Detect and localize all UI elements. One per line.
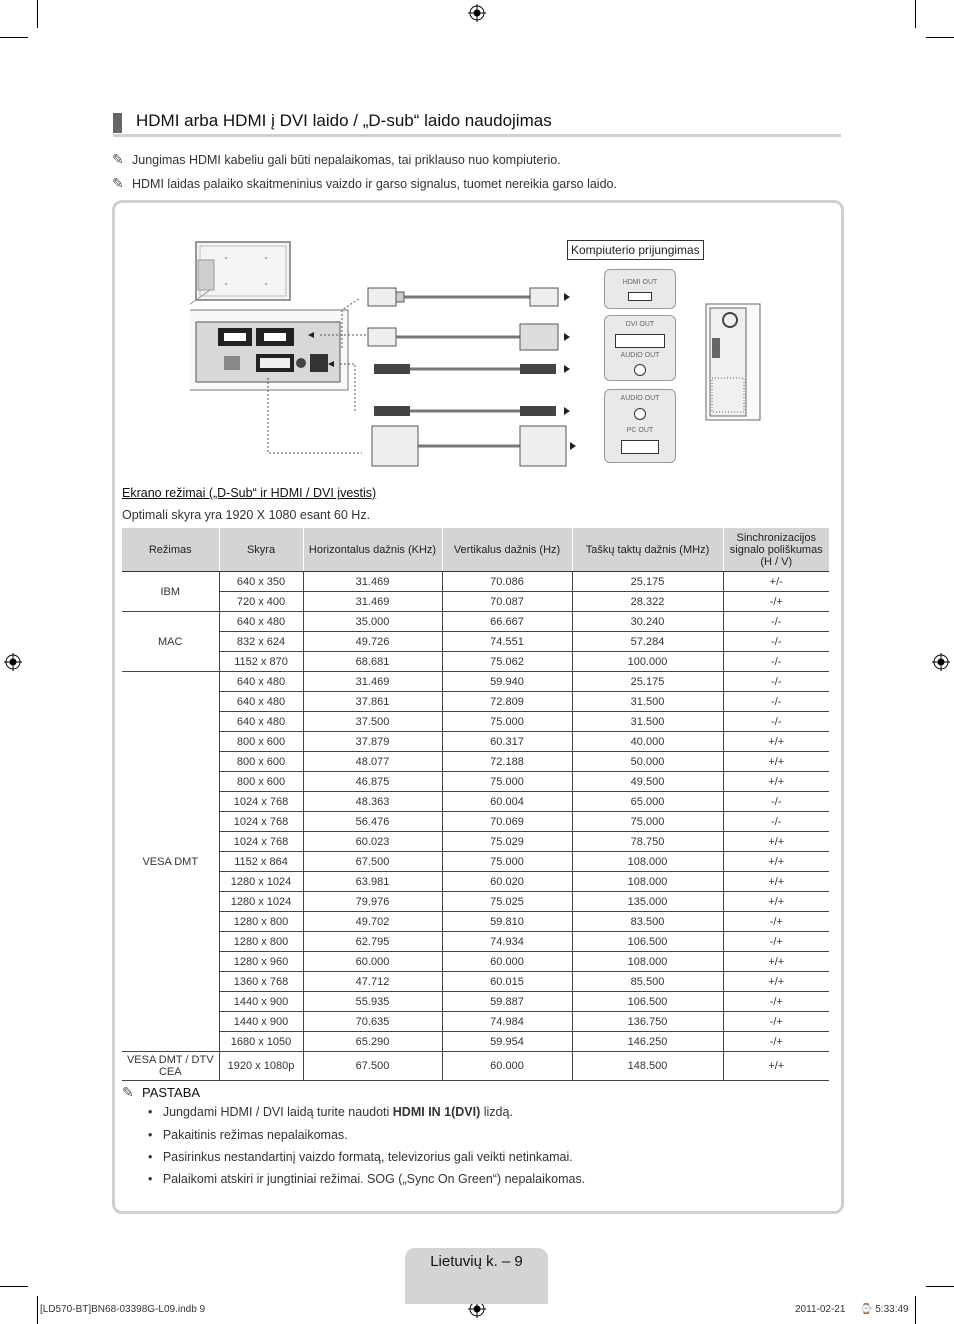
- pencil-icon: ✎: [112, 151, 124, 167]
- table-cell: 800 x 600: [219, 732, 303, 752]
- table-cell: 1280 x 1024: [219, 872, 303, 892]
- bullet-text: Pasirinkus nestandartinį vaizdo formatą, televizorius gali veikti netinkamai.: [162, 1150, 573, 1164]
- table-cell: -/+: [723, 592, 829, 612]
- header-cell: Skyra: [219, 528, 303, 572]
- table-cell: 74.934: [442, 932, 572, 952]
- table-cell: 65.290: [303, 1032, 442, 1052]
- table-row: [122, 1032, 829, 1052]
- section-title: HDMI arba HDMI į DVI laido / „D-sub“ laido naudojimas: [136, 111, 552, 130]
- table-cell: -/-: [723, 672, 829, 692]
- table-cell: 31.500: [572, 712, 723, 732]
- port-box-hdmi: [604, 269, 676, 309]
- table-cell: 640 x 480: [219, 692, 303, 712]
- table-cell: 148.500: [572, 1052, 723, 1081]
- pc-out-label: PC OUT: [626, 427, 654, 434]
- table-cell: 30.240: [572, 612, 723, 632]
- table-cell: -/+: [723, 992, 829, 1012]
- heading-marker: [113, 113, 122, 133]
- table-cell: 65.000: [572, 792, 723, 812]
- footer-time-text: 5:33:49: [875, 1304, 909, 1315]
- clock-icon: ⌚: [860, 1304, 873, 1315]
- registration-mark-icon: [468, 4, 486, 22]
- table-cell: -/-: [723, 712, 829, 732]
- footer-time: [860, 1304, 909, 1315]
- table-cell: 48.077: [303, 752, 442, 772]
- table-cell: 56.476: [303, 812, 442, 832]
- table-cell: 70.069: [442, 812, 572, 832]
- audio-out-label: AUDIO OUT: [620, 352, 660, 359]
- connection-diagram: [190, 238, 770, 468]
- table-cell: 1152 x 864: [219, 852, 303, 872]
- header-cell: Sinchronizacijos signalo poliškumas (H / V): [723, 528, 829, 572]
- table-cell: 100.000: [572, 652, 723, 672]
- table-row: [122, 992, 829, 1012]
- mode-cell: VESA DMT: [122, 672, 219, 1052]
- table-cell: 31.469: [303, 672, 442, 692]
- table-cell: 35.000: [303, 612, 442, 632]
- table-cell: +/+: [723, 872, 829, 892]
- table-cell: 1280 x 1024: [219, 892, 303, 912]
- mode-cell: VESA DMT / DTV CEA: [122, 1052, 219, 1081]
- crop-mark: [926, 37, 954, 38]
- table-cell: +/+: [723, 772, 829, 792]
- table-cell: 1024 x 768: [219, 792, 303, 812]
- table-cell: 1680 x 1050: [219, 1032, 303, 1052]
- table-cell: 49.702: [303, 912, 442, 932]
- audio-cable: [374, 406, 570, 416]
- table-cell: 1920 x 1080p: [219, 1052, 303, 1081]
- note-2: [112, 175, 617, 192]
- table-row: [122, 572, 829, 592]
- table-row: [122, 632, 829, 652]
- bullet-text: lizdą.: [480, 1105, 513, 1119]
- table-cell: +/+: [723, 752, 829, 772]
- table-cell: 31.469: [303, 572, 442, 592]
- table-header-row: [122, 528, 829, 572]
- table-cell: 108.000: [572, 852, 723, 872]
- pc-tower-illustration: [706, 304, 760, 420]
- table-cell: +/+: [723, 732, 829, 752]
- table-cell: 60.015: [442, 972, 572, 992]
- table-cell: 75.062: [442, 652, 572, 672]
- table-cell: 31.469: [303, 592, 442, 612]
- table-cell: 67.500: [303, 1052, 442, 1081]
- crop-mark: [915, 0, 916, 28]
- modes-title: Ekrano režimai („D-Sub“ ir HDMI / DVI įvestis): [122, 486, 377, 500]
- table-cell: 108.000: [572, 872, 723, 892]
- vga-port-icon: [621, 440, 659, 454]
- table-cell: 1280 x 960: [219, 952, 303, 972]
- dvi-out-label: DVI OUT: [625, 321, 655, 328]
- bullet-text: Pakaitinis režimas nepalaikomas.: [162, 1128, 348, 1142]
- table-cell: 59.954: [442, 1032, 572, 1052]
- table-row: [122, 892, 829, 912]
- table-cell: 136.750: [572, 1012, 723, 1032]
- pencil-icon: ✎: [122, 1084, 134, 1100]
- table-cell: -/-: [723, 632, 829, 652]
- table-cell: 75.000: [572, 812, 723, 832]
- port-box-dvi: [604, 315, 676, 381]
- table-cell: 106.500: [572, 992, 723, 1012]
- table-cell: +/+: [723, 852, 829, 872]
- table-cell: 63.981: [303, 872, 442, 892]
- table-cell: +/+: [723, 972, 829, 992]
- table-cell: 75.025: [442, 892, 572, 912]
- table-cell: 72.809: [442, 692, 572, 712]
- table-row: [122, 652, 829, 672]
- table-cell: 108.000: [572, 952, 723, 972]
- table-row: [122, 852, 829, 872]
- table-cell: 60.000: [442, 952, 572, 972]
- table-cell: 106.500: [572, 932, 723, 952]
- bullet-bold-text: HDMI IN 1(DVI): [392, 1105, 481, 1119]
- table-cell: 48.363: [303, 792, 442, 812]
- table-row: [122, 932, 829, 952]
- table-cell: 640 x 350: [219, 572, 303, 592]
- table-row: [122, 792, 829, 812]
- table-body: [122, 572, 829, 1081]
- table-cell: 800 x 600: [219, 752, 303, 772]
- table-cell: 1280 x 800: [219, 912, 303, 932]
- table-cell: 59.940: [442, 672, 572, 692]
- mode-cell: IBM: [122, 572, 219, 612]
- bullet-text: Jungdami HDMI / DVI laidą turite naudoti: [162, 1105, 393, 1119]
- table-cell: 74.551: [442, 632, 572, 652]
- table-cell: 60.020: [442, 872, 572, 892]
- note-bullet: [148, 1105, 513, 1119]
- header-cell: Horizontalus dažnis (KHz): [303, 528, 442, 572]
- header-cell: Vertikalus dažnis (Hz): [442, 528, 572, 572]
- header-cell: Režimas: [122, 528, 219, 572]
- table-cell: 59.810: [442, 912, 572, 932]
- crop-mark: [0, 1286, 28, 1287]
- note-1-text: Jungimas HDMI kabeliu gali būti nepalaikomas, tai priklauso nuo kompiuterio.: [132, 153, 561, 167]
- table-row: [122, 592, 829, 612]
- table-cell: 59.887: [442, 992, 572, 1012]
- table-cell: +/+: [723, 832, 829, 852]
- table-cell: -/+: [723, 1032, 829, 1052]
- table-row: [122, 952, 829, 972]
- table-cell: 70.635: [303, 1012, 442, 1032]
- registration-mark-icon: [4, 653, 22, 671]
- table-cell: 1440 x 900: [219, 1012, 303, 1032]
- table-cell: 47.712: [303, 972, 442, 992]
- table-cell: 832 x 624: [219, 632, 303, 652]
- footer-file: [LD570-BT]BN68-03398G-L09.indb 9: [40, 1304, 206, 1315]
- table-cell: 49.726: [303, 632, 442, 652]
- crop-mark: [0, 37, 28, 38]
- table-cell: 75.029: [442, 832, 572, 852]
- footer-date: 2011-02-21: [795, 1304, 846, 1315]
- note-bullet: [148, 1150, 573, 1164]
- table-cell: 1360 x 768: [219, 972, 303, 992]
- table-cell: 60.000: [442, 1052, 572, 1081]
- crop-mark: [37, 0, 38, 28]
- audio-jack-icon: [634, 408, 646, 420]
- display-modes-table: [122, 528, 829, 1081]
- crop-mark: [926, 1286, 954, 1287]
- page-number: Lietuvių k. – 9: [430, 1253, 523, 1270]
- table-row: [122, 772, 829, 792]
- table-cell: 28.322: [572, 592, 723, 612]
- pastaba-title: PASTABA: [142, 1085, 201, 1100]
- table-cell: 75.000: [442, 852, 572, 872]
- table-cell: 57.284: [572, 632, 723, 652]
- table-cell: 49.500: [572, 772, 723, 792]
- table-cell: +/+: [723, 892, 829, 912]
- note-bullet: [148, 1172, 585, 1186]
- table-cell: -/-: [723, 612, 829, 632]
- table-cell: 67.500: [303, 852, 442, 872]
- table-cell: 800 x 600: [219, 772, 303, 792]
- audio-out-label: AUDIO OUT: [620, 395, 660, 402]
- table-cell: -/+: [723, 1012, 829, 1032]
- dvi-port-icon: [615, 334, 665, 348]
- table-cell: 1024 x 768: [219, 832, 303, 852]
- table-cell: 640 x 480: [219, 712, 303, 732]
- bullet-text: Palaikomi atskiri ir jungtiniai režimai. SOG („Sync On Green“) nepalaikomas.: [162, 1172, 586, 1186]
- table-cell: 720 x 400: [219, 592, 303, 612]
- table-row: [122, 612, 829, 632]
- table-cell: +/+: [723, 952, 829, 972]
- table-cell: -/-: [723, 692, 829, 712]
- table-cell: 66.667: [442, 612, 572, 632]
- table-cell: 37.861: [303, 692, 442, 712]
- table-cell: 60.317: [442, 732, 572, 752]
- diagram-label: Kompiuterio prijungimas: [567, 240, 704, 260]
- header-cell: Taškų taktų dažnis (MHz): [572, 528, 723, 572]
- table-cell: 135.000: [572, 892, 723, 912]
- table-cell: 60.023: [303, 832, 442, 852]
- note-2-text: HDMI laidas palaiko skaitmeninius vaizdo ir garso signalus, tuomet nereikia garso laido.: [132, 177, 617, 191]
- table-cell: 60.000: [303, 952, 442, 972]
- table-cell: 1280 x 800: [219, 932, 303, 952]
- table-row: [122, 752, 829, 772]
- registration-mark-icon: [932, 653, 950, 671]
- bullet-icon: •: [148, 1105, 153, 1119]
- port-box-pc: [604, 389, 676, 463]
- table-cell: 72.188: [442, 752, 572, 772]
- table-cell: 83.500: [572, 912, 723, 932]
- bullet-icon: •: [148, 1128, 153, 1142]
- table-cell: -/-: [723, 652, 829, 672]
- table-cell: 85.500: [572, 972, 723, 992]
- table-cell: 640 x 480: [219, 672, 303, 692]
- table-cell: 50.000: [572, 752, 723, 772]
- table-cell: 37.879: [303, 732, 442, 752]
- table-row: [122, 872, 829, 892]
- hdmi-out-label: HDMI OUT: [622, 279, 658, 286]
- table-cell: 62.795: [303, 932, 442, 952]
- table-cell: -/+: [723, 932, 829, 952]
- table-row: [122, 1012, 829, 1032]
- table-cell: -/-: [723, 792, 829, 812]
- pencil-icon: ✎: [112, 175, 124, 191]
- table-cell: 79.976: [303, 892, 442, 912]
- table-cell: 640 x 480: [219, 612, 303, 632]
- table-cell: 75.000: [442, 712, 572, 732]
- table-row: [122, 832, 829, 852]
- table-cell: 37.500: [303, 712, 442, 732]
- table-cell: 1440 x 900: [219, 992, 303, 1012]
- table-cell: 70.087: [442, 592, 572, 612]
- note-1: [112, 151, 561, 168]
- dsub-cable: [372, 426, 576, 466]
- table-row: [122, 712, 829, 732]
- table-cell: 60.004: [442, 792, 572, 812]
- hdmi-dvi-cable: [368, 324, 570, 350]
- table-row: [122, 912, 829, 932]
- table-cell: 25.175: [572, 572, 723, 592]
- table-cell: 146.250: [572, 1032, 723, 1052]
- mode-cell: MAC: [122, 612, 219, 672]
- audio-cable: [374, 364, 570, 374]
- table-cell: -/+: [723, 912, 829, 932]
- hdmi-port-icon: [628, 292, 652, 301]
- crop-mark: [915, 1296, 916, 1324]
- table-cell: -/-: [723, 812, 829, 832]
- table-row: [122, 1052, 829, 1081]
- table-cell: 1152 x 870: [219, 652, 303, 672]
- table-row: [122, 812, 829, 832]
- bullet-icon: •: [148, 1172, 153, 1186]
- table-cell: 25.175: [572, 672, 723, 692]
- table-cell: +/-: [723, 572, 829, 592]
- pastaba-heading: [122, 1084, 200, 1101]
- table-cell: 46.875: [303, 772, 442, 792]
- bullet-icon: •: [148, 1150, 153, 1164]
- table-cell: 68.681: [303, 652, 442, 672]
- note-bullet: [148, 1128, 348, 1142]
- table-row: [122, 732, 829, 752]
- table-cell: 55.935: [303, 992, 442, 1012]
- table-cell: 31.500: [572, 692, 723, 712]
- hdmi-cable: [368, 288, 570, 306]
- heading-rule: [113, 134, 841, 137]
- modes-subtitle: Optimali skyra yra 1920 X 1080 esant 60 Hz.: [122, 508, 371, 522]
- table-cell: 78.750: [572, 832, 723, 852]
- table-cell: 74.984: [442, 1012, 572, 1032]
- table-row: [122, 972, 829, 992]
- table-cell: 70.086: [442, 572, 572, 592]
- table-cell: 75.000: [442, 772, 572, 792]
- table-row: [122, 692, 829, 712]
- audio-jack-icon: [634, 364, 646, 376]
- table-cell: +/+: [723, 1052, 829, 1081]
- table-cell: 1024 x 768: [219, 812, 303, 832]
- tv-back-illustration: [190, 242, 348, 390]
- table-cell: 40.000: [572, 732, 723, 752]
- table-row: [122, 672, 829, 692]
- crop-mark: [37, 1296, 38, 1324]
